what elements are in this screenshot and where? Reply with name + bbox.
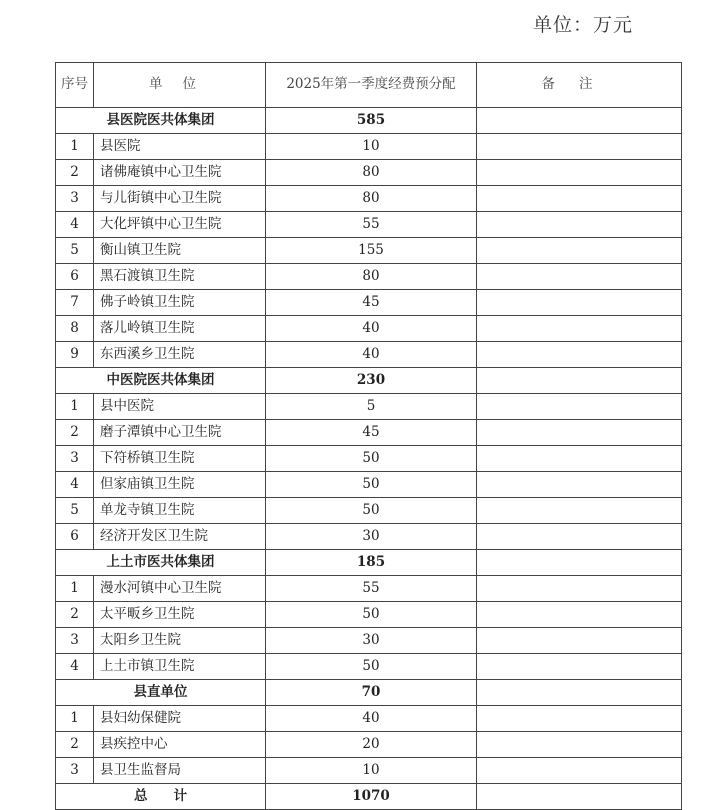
table-row <box>56 394 682 420</box>
row-amount: 30 <box>266 524 477 550</box>
table-row <box>56 290 682 316</box>
row-no: 8 <box>56 316 94 342</box>
note-cell <box>477 498 682 524</box>
table-row <box>56 238 682 264</box>
row-amount: 40 <box>266 342 477 368</box>
row-amount: 55 <box>266 576 477 602</box>
row-no: 2 <box>56 420 94 446</box>
group-row <box>56 550 682 576</box>
note-cell <box>477 238 682 264</box>
group-name: 县医院医共体集团 <box>56 108 266 134</box>
note-cell <box>477 186 682 212</box>
row-unit-name: 佛子岭镇卫生院 <box>94 290 266 316</box>
note-cell <box>477 134 682 160</box>
note-cell <box>477 524 682 550</box>
group-amount: 230 <box>266 368 477 394</box>
row-no: 3 <box>56 186 94 212</box>
row-amount: 40 <box>266 706 477 732</box>
row-unit-name: 上土市镇卫生院 <box>94 654 266 680</box>
row-amount: 80 <box>266 264 477 290</box>
note-cell <box>477 680 682 706</box>
row-unit-name: 大化坪镇中心卫生院 <box>94 212 266 238</box>
note-cell <box>477 368 682 394</box>
row-unit-name: 下符桥镇卫生院 <box>94 446 266 472</box>
group-amount: 585 <box>266 108 477 134</box>
row-amount: 50 <box>266 472 477 498</box>
row-unit-name: 县中医院 <box>94 394 266 420</box>
note-cell <box>477 394 682 420</box>
row-no: 4 <box>56 212 94 238</box>
row-no: 1 <box>56 394 94 420</box>
header-unit: 单位 <box>94 63 266 108</box>
table-row <box>56 498 682 524</box>
row-unit-name: 落儿岭镇卫生院 <box>94 316 266 342</box>
row-unit-name: 县医院 <box>94 134 266 160</box>
row-unit-name: 与儿街镇中心卫生院 <box>94 186 266 212</box>
row-unit-name: 诸佛庵镇中心卫生院 <box>94 160 266 186</box>
group-row <box>56 108 682 134</box>
row-unit-name: 县卫生监督局 <box>94 758 266 784</box>
header-no: 序号 <box>56 63 94 108</box>
note-cell <box>477 472 682 498</box>
table-row <box>56 654 682 680</box>
group-name: 中医院医共体集团 <box>56 368 266 394</box>
note-cell <box>477 654 682 680</box>
row-no: 1 <box>56 134 94 160</box>
row-no: 5 <box>56 238 94 264</box>
total-row <box>56 784 682 810</box>
note-cell <box>477 160 682 186</box>
table-header-row <box>56 63 682 108</box>
table-row <box>56 524 682 550</box>
table-row <box>56 472 682 498</box>
group-name: 县直单位 <box>56 680 266 706</box>
note-cell <box>477 706 682 732</box>
row-unit-name: 县疾控中心 <box>94 732 266 758</box>
row-unit-name: 太平畈乡卫生院 <box>94 602 266 628</box>
note-cell <box>477 420 682 446</box>
row-amount: 50 <box>266 654 477 680</box>
row-unit-name: 漫水河镇中心卫生院 <box>94 576 266 602</box>
header-note: 备注 <box>477 63 682 108</box>
note-cell <box>477 212 682 238</box>
row-no: 3 <box>56 446 94 472</box>
table-row <box>56 446 682 472</box>
row-amount: 10 <box>266 758 477 784</box>
row-amount: 50 <box>266 498 477 524</box>
row-amount: 5 <box>266 394 477 420</box>
row-no: 1 <box>56 576 94 602</box>
row-no: 6 <box>56 264 94 290</box>
row-unit-name: 衡山镇卫生院 <box>94 238 266 264</box>
row-no: 6 <box>56 524 94 550</box>
row-amount: 10 <box>266 134 477 160</box>
row-unit-name: 东西溪乡卫生院 <box>94 342 266 368</box>
table-row <box>56 342 682 368</box>
note-cell <box>477 758 682 784</box>
row-no: 5 <box>56 498 94 524</box>
note-cell <box>477 602 682 628</box>
row-no: 4 <box>56 654 94 680</box>
row-no: 2 <box>56 602 94 628</box>
note-cell <box>477 108 682 134</box>
row-unit-name: 太阳乡卫生院 <box>94 628 266 654</box>
row-amount: 50 <box>266 602 477 628</box>
group-name: 上土市医共体集团 <box>56 550 266 576</box>
row-unit-name: 县妇幼保健院 <box>94 706 266 732</box>
table-row <box>56 316 682 342</box>
row-no: 3 <box>56 628 94 654</box>
row-unit-name: 经济开发区卫生院 <box>94 524 266 550</box>
table-row <box>56 576 682 602</box>
note-cell <box>477 550 682 576</box>
row-no: 9 <box>56 342 94 368</box>
row-amount: 30 <box>266 628 477 654</box>
table-row <box>56 160 682 186</box>
row-amount: 55 <box>266 212 477 238</box>
row-no: 3 <box>56 758 94 784</box>
table-row <box>56 134 682 160</box>
row-no: 4 <box>56 472 94 498</box>
note-cell <box>477 290 682 316</box>
table-row <box>56 758 682 784</box>
row-amount: 50 <box>266 446 477 472</box>
group-amount: 70 <box>266 680 477 706</box>
row-unit-name: 单龙寺镇卫生院 <box>94 498 266 524</box>
total-amount: 1070 <box>266 784 477 810</box>
table-row <box>56 212 682 238</box>
header-amount: 2025年第一季度经费预分配 <box>266 63 477 108</box>
row-no: 2 <box>56 732 94 758</box>
row-amount: 155 <box>266 238 477 264</box>
row-amount: 40 <box>266 316 477 342</box>
table-row <box>56 732 682 758</box>
row-unit-name: 黑石渡镇卫生院 <box>94 264 266 290</box>
row-unit-name: 磨子潭镇中心卫生院 <box>94 420 266 446</box>
note-cell <box>477 628 682 654</box>
note-cell <box>477 576 682 602</box>
note-cell <box>477 316 682 342</box>
note-cell <box>477 264 682 290</box>
unit-label: 单位：万元 <box>533 14 634 36</box>
table-row <box>56 420 682 446</box>
row-no: 2 <box>56 160 94 186</box>
row-no: 1 <box>56 706 94 732</box>
group-row <box>56 680 682 706</box>
note-cell <box>477 342 682 368</box>
note-cell <box>477 784 682 810</box>
table-row <box>56 628 682 654</box>
note-cell <box>477 446 682 472</box>
row-amount: 80 <box>266 160 477 186</box>
budget-allocation-table <box>55 62 682 810</box>
row-amount: 20 <box>266 732 477 758</box>
table-row <box>56 602 682 628</box>
total-label: 总计 <box>56 784 266 810</box>
row-amount: 45 <box>266 420 477 446</box>
row-amount: 45 <box>266 290 477 316</box>
table-row <box>56 186 682 212</box>
table-body <box>56 108 682 810</box>
note-cell <box>477 732 682 758</box>
group-amount: 185 <box>266 550 477 576</box>
table-row <box>56 264 682 290</box>
row-amount: 80 <box>266 186 477 212</box>
row-unit-name: 但家庙镇卫生院 <box>94 472 266 498</box>
group-row <box>56 368 682 394</box>
row-no: 7 <box>56 290 94 316</box>
table-row <box>56 706 682 732</box>
